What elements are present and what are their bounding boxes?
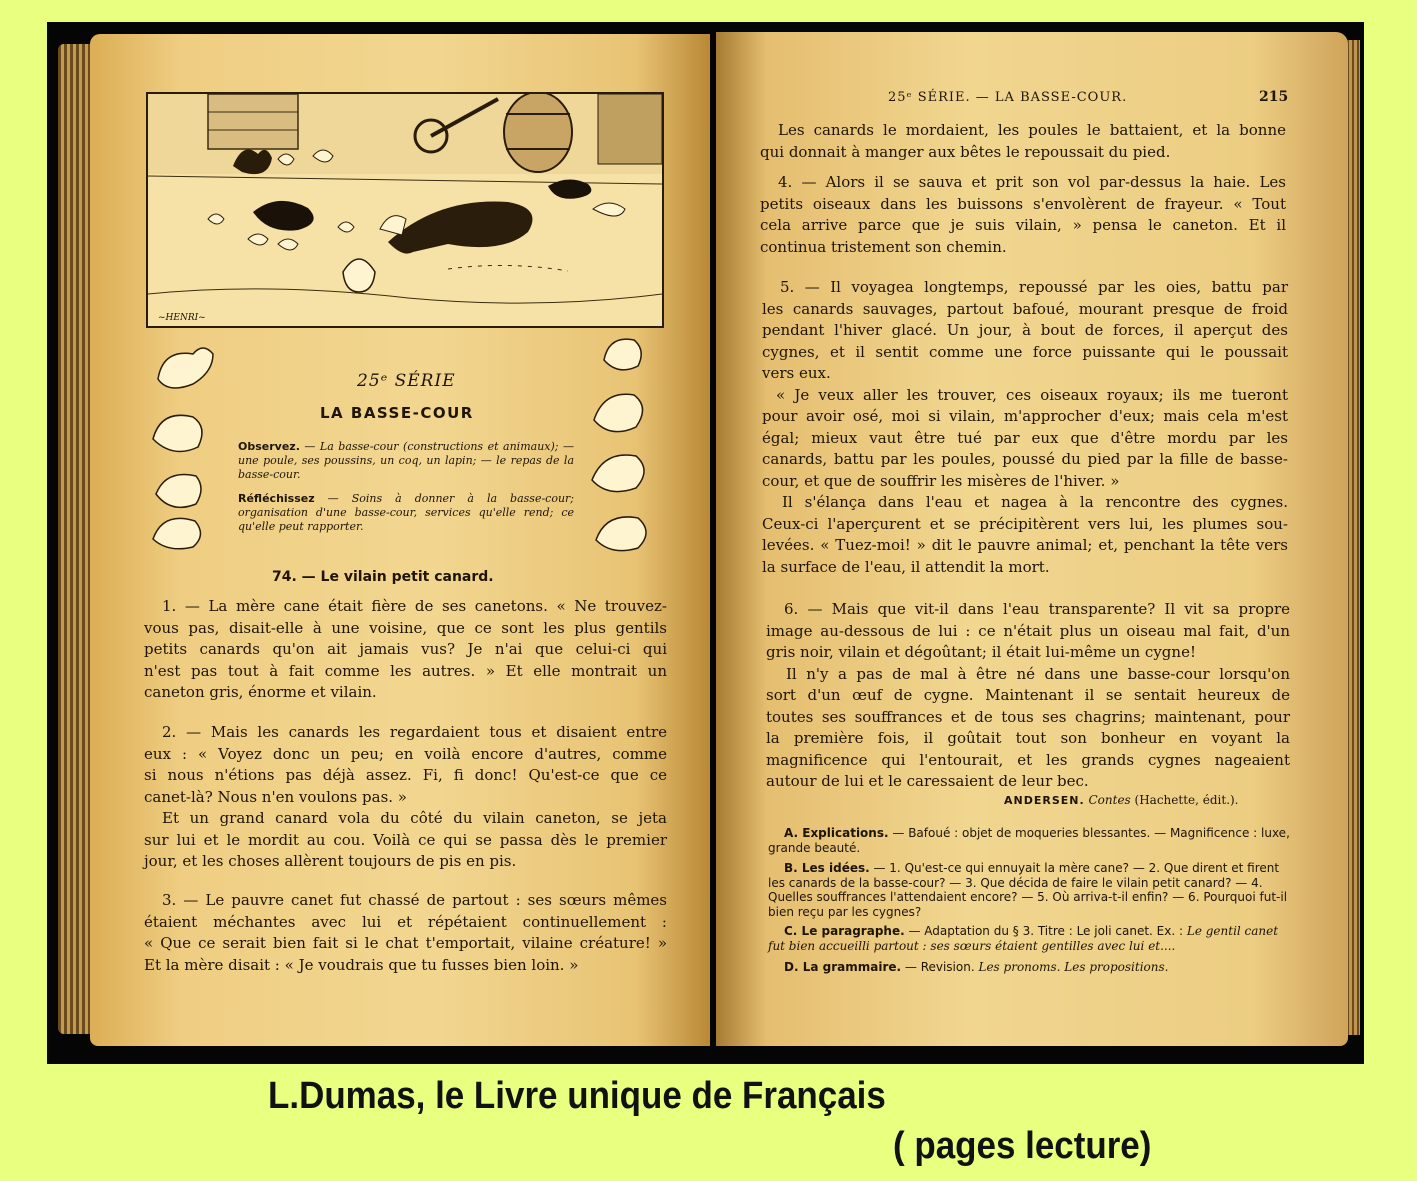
paragraph-6-line: 6. — Mais que vit-il dans l'eau transparente? Il vit sa propre: [784, 600, 1290, 618]
paragraph-1-line: petits canards qu'on ait jamais vus? Je n'ai que celui-ci qui: [144, 640, 667, 658]
exercise-c-italic: Le gentil canet fut bien accueilli partout : ses sœurs étaient gentilles avec lui et....: [768, 924, 1279, 953]
author-attribution: [1004, 793, 1239, 807]
exercise-a-text: — Bafoué : objet de moqueries blessantes. — Magnificence : luxe, grande beauté.: [768, 826, 1290, 855]
exercise-c: [768, 924, 1296, 953]
exercise-d-label: D. La grammaire.: [784, 960, 902, 974]
paragraph-5-line: vers eux.: [762, 364, 831, 382]
paragraph-2-line: canet-là? Nous n'en voulons pas. »: [144, 787, 407, 806]
paragraph-5-line: levées. « Tuez-moi! » dit le pauvre animal; et, penchant la tête vers: [762, 536, 1288, 554]
paragraph-6-line: magnificence qui l'entourait, et les grands cygnes nageaient: [766, 750, 1290, 769]
paragraph-5-line: pendant l'hiver glacé. Un jour, à bout de forces, il aperçut des: [762, 321, 1288, 339]
paragraph-5-line: pour avoir osé, moi si vilain, m'approcher d'eux; mais cela m'est: [762, 407, 1288, 425]
paragraph-0-line: qui donnait à manger aux bêtes le repoussait du pied.: [760, 142, 1171, 161]
lesson-title: 74. — Le vilain petit canard.: [272, 569, 494, 585]
paragraph-3-line: « Que ce serait bien fait si le chat t'emportait, vilaine créature! »: [144, 934, 667, 952]
paragraph-4-line: cela arrive parce que je suis vilain, » pensa le caneton. Et il: [760, 216, 1286, 234]
left-page-edges: [58, 44, 92, 1034]
exercise-d: [768, 960, 1296, 975]
exercise-a: [768, 826, 1296, 855]
paragraph-5-line: Ceux-ci l'aperçurent et se précipitèrent vers lui, les plumes sou-: [762, 514, 1288, 533]
paragraph-4: [760, 172, 1286, 258]
paragraph-5-line: Il s'élança dans l'eau et nagea à la rencontre des cygnes.: [782, 493, 1288, 511]
observez-block: [238, 440, 574, 482]
paragraph-1-line: 1. — La mère cane était fière de ses canetons. « Ne trouvez-: [162, 597, 667, 615]
ducklings-left-drawing: [148, 334, 218, 554]
paragraph-5: [762, 277, 1288, 578]
paragraph-2-line: eux : « Voyez donc un peu; en voilà encore d'autres, comme: [144, 744, 667, 763]
paragraph-5-line: « Je veux aller les trouver, ces oiseaux royaux; ils me tueront: [776, 385, 1288, 404]
exercise-b: [768, 861, 1296, 919]
publisher: (Hachette, édit.).: [1130, 793, 1239, 807]
paragraph-1-line: vous pas, disait-elle à une voisine, que ce sont les plus gentils: [144, 618, 667, 637]
paragraph-2: [144, 722, 667, 873]
exercise-b-label: B. Les idées.: [784, 861, 870, 875]
farmyard-drawing: [148, 94, 662, 326]
paragraph-2-line: Et un grand canard vola du côté du vilain caneton, se jeta: [162, 809, 667, 827]
farmyard-illustration: [146, 92, 664, 328]
exercise-a-label: A. Explications.: [784, 826, 889, 840]
paragraph-5-line: canards, battu par les poules, poussé du pied par la fille de basse-: [762, 450, 1288, 468]
paragraph-4-line: petits oiseaux dans les buissons s'envolèrent de frayeur. « Tout: [760, 194, 1286, 213]
running-head: 25ᵉ SÉRIE. — LA BASSE-COUR.: [888, 90, 1128, 105]
reflechissez-block: [238, 492, 574, 534]
paragraph-0: [760, 120, 1286, 163]
caption-subtitle: ( pages lecture): [893, 1125, 1152, 1167]
paragraph-3-line: 3. — Le pauvre canet fut chassé de partout : ses sœurs mêmes: [162, 891, 667, 909]
chicks-right-drawing: [584, 330, 664, 560]
illustration-signature: ~HENRI~: [158, 313, 206, 323]
paragraph-6-line: toutes ses souffrances et de tous ses chagrins; maintenant, pour: [766, 707, 1290, 726]
paragraph-6: [766, 599, 1290, 793]
paragraph-5-line: les canards sauvages, partout bafoué, mourant presque de froid: [762, 299, 1288, 318]
theme-title: LA BASSE-COUR: [320, 404, 474, 422]
paragraph-1: [144, 596, 667, 704]
work-title: Contes: [1088, 793, 1131, 807]
paragraph-2-line: jour, et les choses allèrent toujours de pis en pis.: [144, 852, 517, 870]
right-page: [716, 32, 1348, 1046]
left-page: [90, 34, 710, 1046]
paragraph-4-line: continua tristement son chemin.: [760, 237, 1007, 256]
paragraph-0-line: Les canards le mordaient, les poules le battaient, et la bonne: [778, 121, 1286, 139]
paragraph-5-line: cygnes, et il sentit comme une force puissante qui le poussait: [762, 342, 1288, 361]
exercise-d-italic: Les pronoms. Les propositions.: [978, 960, 1169, 974]
paragraph-5-line: 5. — Il voyagea longtemps, repoussé par les oies, battu par: [780, 278, 1288, 296]
paragraph-2-line: si nous n'étions pas déjà assez. Fi, fi donc! Qu'est-ce que ce: [144, 766, 667, 784]
paragraph-3-line: Et la mère disait : « Je voudrais que tu fusses bien loin. »: [144, 955, 579, 974]
paragraph-6-line: image au-dessous de lui : ce n'était plus un oiseau mal fait, d'un: [766, 621, 1290, 640]
caption-title: L.Dumas, le Livre unique de Français: [268, 1075, 886, 1117]
paragraph-3: [144, 890, 667, 976]
paragraph-4-line: 4. — Alors il se sauva et prit son vol par-dessus la haie. Les: [778, 173, 1286, 191]
paragraph-1-line: n'est pas tout à fait comme les autres. » Et elle montrait un: [144, 661, 667, 680]
observez-label: Observez.: [238, 440, 300, 453]
paragraph-2-line: 2. — Mais les canards les regardaient tous et disaient entre: [162, 723, 667, 741]
paragraph-2-line: sur lui et le mordit au cou. Voilà ce qui se passa dès le premier: [144, 830, 667, 849]
paragraph-6-line: autour de lui et le caressaient de leur bec.: [766, 772, 1089, 790]
reflechissez-text: — Soins à donner à la basse-cour; organisation d'une basse-cour, services qu'elle rend; ce qu'elle peut rapporter.: [238, 492, 574, 533]
paragraph-5-line: la surface de l'eau, il attendit la mort.: [762, 557, 1050, 576]
paragraph-6-line: Il n'y a pas de mal à être né dans une basse-cour lorsqu'on: [786, 664, 1290, 683]
page-number: 215: [1259, 89, 1289, 105]
paragraph-6-line: la première fois, il goûtait tout son bonheur en voyant la: [766, 729, 1290, 747]
serie-title: 25ᵉ SÉRIE: [357, 371, 456, 391]
paragraph-1-line: caneton gris, énorme et vilain.: [144, 683, 377, 701]
paragraph-3-line: étaient méchantes avec lui et répétaient continuellement :: [144, 912, 667, 931]
paragraph-5-line: égal; mieux vaut être tué par eux que d'être mordu par les: [762, 428, 1288, 447]
reflechissez-label: Réfléchissez: [238, 492, 315, 505]
exercise-d-text: — Revision.: [901, 960, 979, 974]
paragraph-5-line: cour, et que de souffrir les misères de l'hiver. »: [762, 471, 1120, 490]
paragraph-6-line: gris noir, vilain et dégoûtant; il était lui-même un cygne!: [766, 643, 1196, 661]
author-name: ANDERSEN.: [1004, 794, 1085, 807]
paragraph-6-line: sort d'un œuf de cygne. Maintenant il se sentait heureux de: [766, 686, 1290, 704]
observez-text: — La basse-cour (constructions et animaux); — une poule, ses poussins, un coq, un lapin; — le repas de la basse-cour.: [238, 440, 574, 481]
exercise-c-text: — Adaptation du § 3. Titre : Le joli canet. Ex. :: [904, 924, 1187, 938]
exercise-b-text: — 1. Qu'est-ce qui ennuyait la mère cane? — 2. Que dirent et firent les canards de la basse-cour? — 3. Que décida de faire le vilain petit canard? — 4. Quelles souffrances l'attendaient encore? — 5. Où arriva-t-il enfin? — 6. Pourquoi fut-il bien reçu par les cygnes?: [768, 861, 1288, 919]
exercise-c-label: C. Le paragraphe.: [784, 924, 905, 938]
